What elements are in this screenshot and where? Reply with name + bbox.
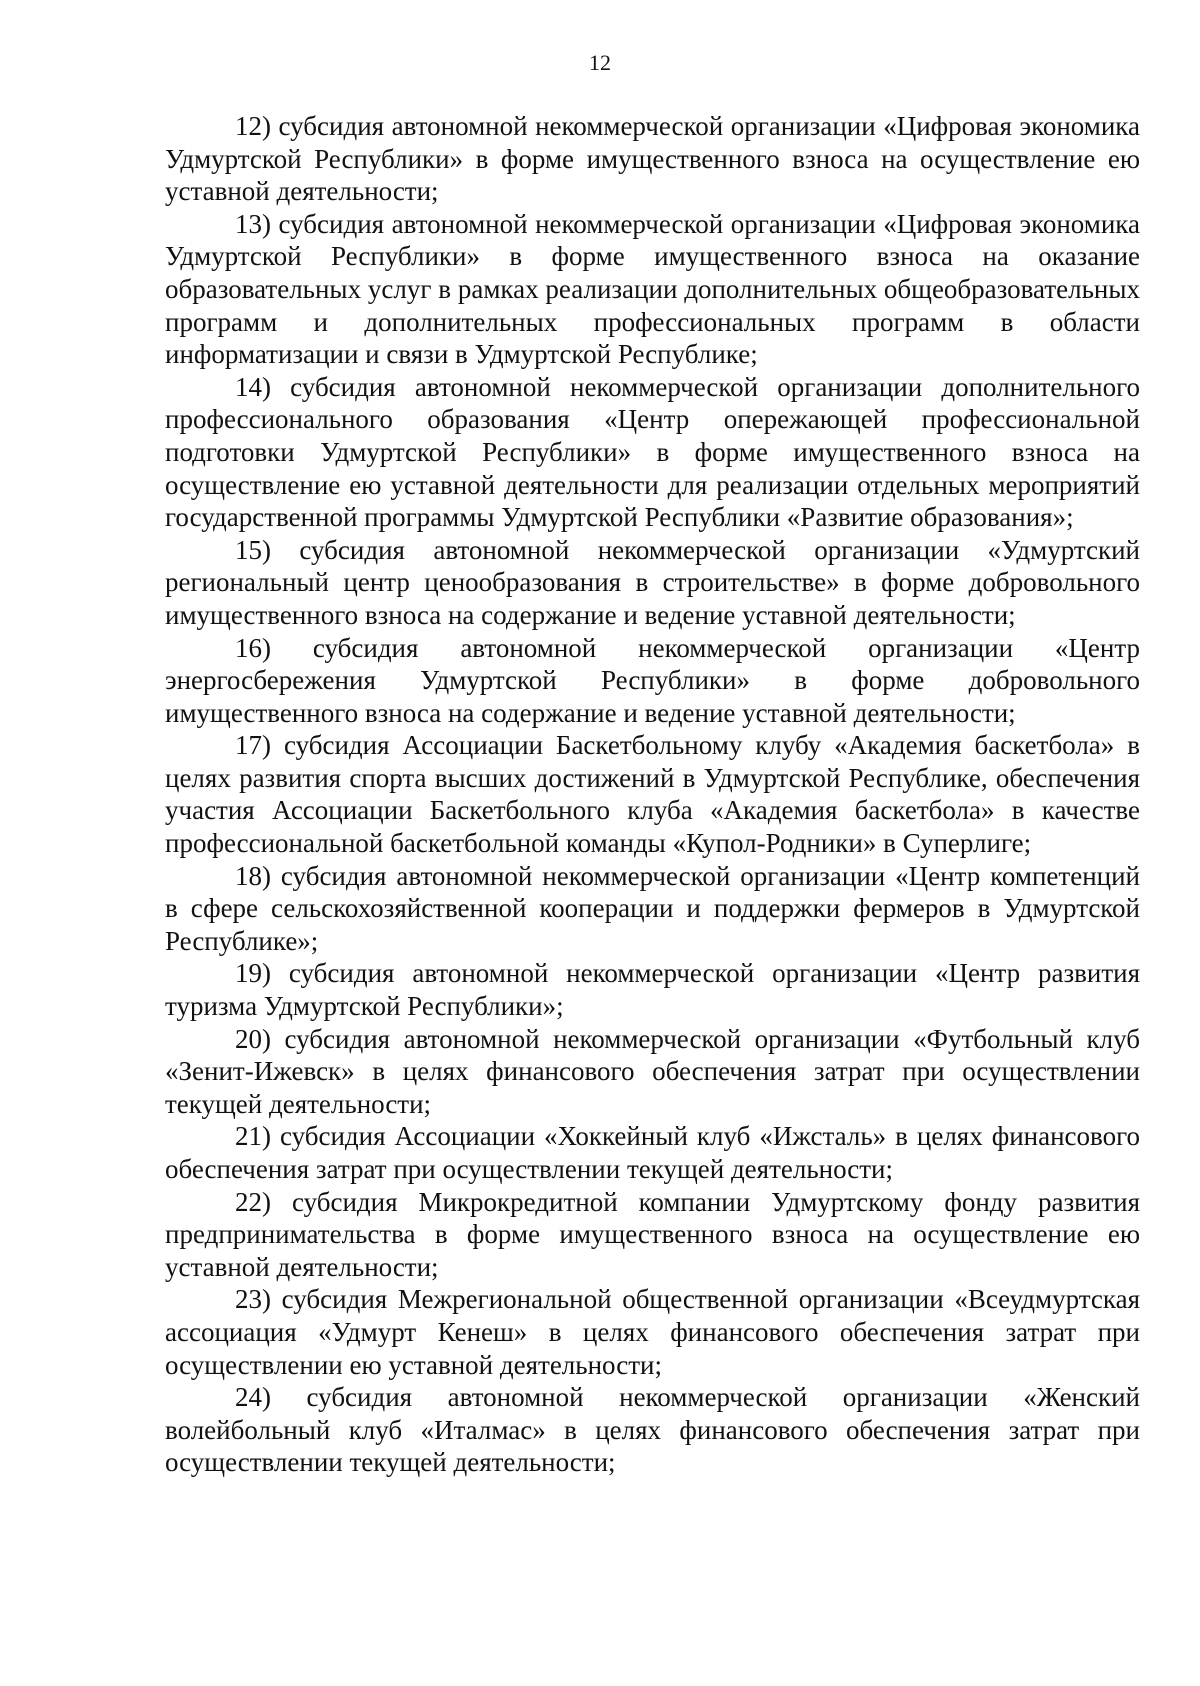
list-item-20: 20) субсидия автономной некоммерческой организации «Футбольный клуб «Зенит-Ижевск» в целях финансового обеспечения затрат при осуществлении текущей деятельности; [165, 1023, 1140, 1119]
document-body [165, 110, 1140, 1479]
list-item-16: 16) субсидия автономной некоммерческой организации «Центр энергосбережения Удмуртской Республики» в форме добровольного имущественного взноса на содержание и ведение уставной деятельности; [165, 632, 1140, 728]
list-item-18: 18) субсидия автономной некоммерческой организации «Центр компетенций в сфере сельскохозяйственной кооперации и поддержки фермеров в Удмуртской Республике»; [165, 860, 1140, 956]
list-item-12: 12) субсидия автономной некоммерческой организации «Цифровая экономика Удмуртской Республики» в форме имущественного взноса на осуществление ею уставной деятельности; [165, 111, 1140, 207]
page-number: 12 [589, 50, 611, 75]
list-item-21: 21) субсидия Ассоциации «Хоккейный клуб «Ижсталь» в целях финансового обеспечения затрат при осуществлении текущей деятельности; [165, 1121, 1140, 1184]
list-item-15: 15) субсидия автономной некоммерческой организации «Удмуртский региональный центр ценообразования в строительстве» в форме добровольного имущественного взноса на содержание и ведение уставной деятельности; [165, 534, 1140, 630]
list-item-24: 24) субсидия автономной некоммерческой организации «Женский волейбольный клуб «Италмас» в целях финансового обеспечения затрат при осуществлении текущей деятельности; [165, 1382, 1140, 1478]
list-item-23: 23) субсидия Межрегиональной общественной организации «Всеудмуртская ассоциация «Удмурт Кенеш» в целях финансового обеспечения затрат при осуществлении ею уставной деятельности; [165, 1284, 1140, 1380]
list-item-19: 19) субсидия автономной некоммерческой организации «Центр развития туризма Удмуртской Республики»; [165, 958, 1140, 1022]
list-item-14: 14) субсидия автономной некоммерческой организации дополнительного профессионального образования «Центр опережающей профессиональной подготовки Удмуртской Республики» в форме имущественного взноса на осуществление ею уставной деятельности для реализации отдельных мероприятий государственной программы Удмуртской Республики «Развитие образования»; [165, 371, 1140, 533]
list-item-17: 17) субсидия Ассоциации Баскетбольному клубу «Академия баскетбола» в целях развития спорта высших достижений в Удмуртской Республике, обеспечения участия Ассоциации Баскетбольного клуба «Академия баскетбола» в качестве профессиональной баскетбольной команды «Купол-Родники» в Суперлиге; [165, 730, 1140, 859]
list-item-13: 13) субсидия автономной некоммерческой организации «Цифровая экономика Удмуртской Республики» в форме имущественного взноса на оказание образовательных услуг в рамках реализации дополнительных общеобразовательных программ и дополнительных профессиональных программ в области информатизации и связи в Удмуртской Республике; [165, 208, 1140, 370]
list-item-22: 22) субсидия Микрокредитной компании Удмуртскому фонду развития предпринимательства в форме имущественного взноса на осуществление ею уставной деятельности; [165, 1186, 1140, 1282]
